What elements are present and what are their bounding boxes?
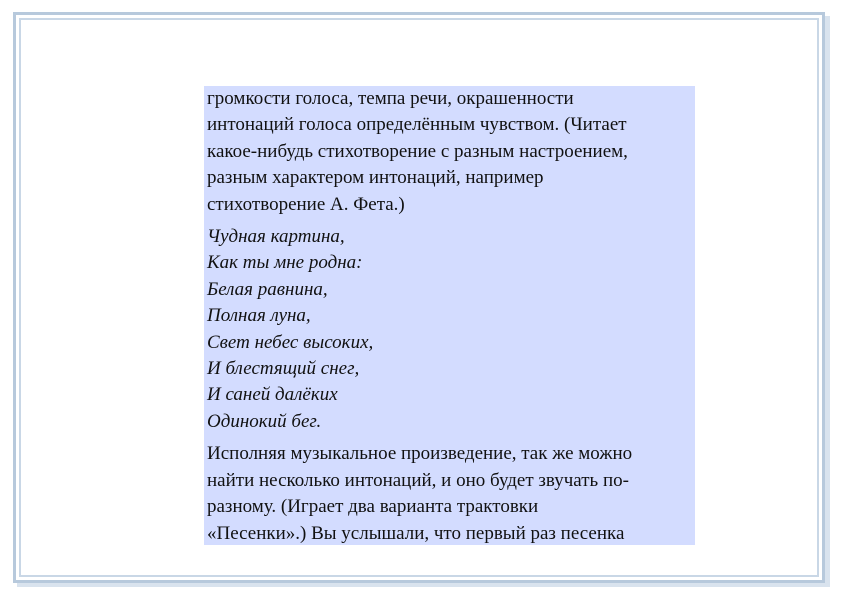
poem-line: Чудная картина, [207,226,345,248]
paragraph-line: стихотворение А. Фета.) [207,193,405,215]
paragraph-line: Исполняя музыкальное произведение, так же можно [207,443,633,465]
paragraph-line: интонаций голоса определённым чувством. (Читает [207,114,627,136]
paragraph-line: разному. (Играет два варианта трактовки [207,496,539,518]
poem-line: Полная луна, [207,305,311,327]
paragraph-line: какое-нибудь стихотворение с разным настроением, [207,140,628,162]
poem-line: Одинокий бег. [207,410,322,432]
paragraph-music [207,441,692,545]
paragraph-line: разным характером интонаций, например [207,167,544,189]
paragraph-line: «Песенки».) Вы услышали, что первый раз песенка [207,522,625,544]
poem-line: Свет небес высоких, [207,331,374,353]
poem-line: И блестящий снег, [207,358,360,380]
paragraph-intro [207,86,692,218]
frame-shadow-right [825,16,830,587]
poem-line: Как ты мне родна: [207,252,363,274]
poem-line: И саней далёких [207,384,338,406]
text-block [204,86,695,545]
poem-line: Белая равнина, [207,278,328,300]
poem [207,224,692,435]
frame-shadow-bottom [17,583,830,587]
paragraph-line: найти несколько интонаций, и оно будет звучать по- [207,469,629,491]
paragraph-line: громкости голоса, темпа речи, окрашенности [207,88,574,109]
